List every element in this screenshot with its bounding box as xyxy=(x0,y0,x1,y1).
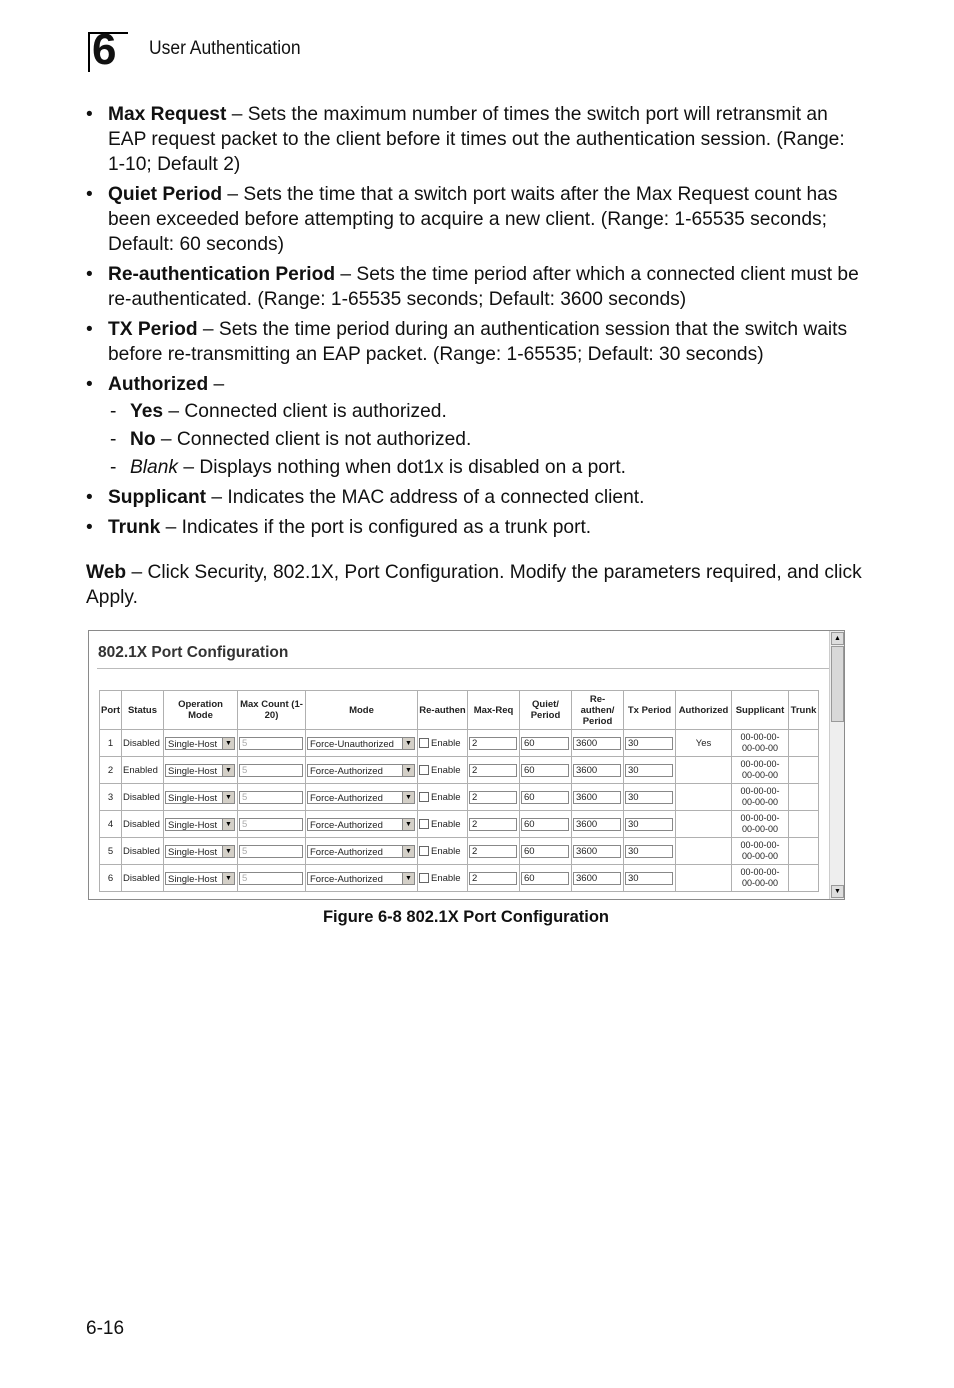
authorized-cell xyxy=(676,757,732,784)
max-req-cell xyxy=(468,811,520,838)
status-cell: Disabled xyxy=(122,811,164,838)
supplicant-cell xyxy=(732,838,789,865)
reauthen-cell xyxy=(418,811,468,838)
reauthen-cell xyxy=(418,784,468,811)
select-value: Force-Unauthorized xyxy=(310,738,394,750)
reauthen-checkbox[interactable] xyxy=(419,792,429,802)
chevron-down-icon: ▼ xyxy=(402,792,414,803)
quiet-period-input[interactable]: 60 xyxy=(521,818,569,831)
operation-mode-cell xyxy=(164,865,238,892)
checkbox-label: Enable xyxy=(431,737,461,749)
bullet-item: • Authorized – xyxy=(86,374,225,395)
chevron-down-icon: ▼ xyxy=(222,738,234,749)
select-value: Single-Host xyxy=(168,819,218,831)
reauth-period-input[interactable]: 3600 xyxy=(573,845,621,858)
port-cell: 5 xyxy=(100,838,122,865)
chevron-down-icon: ▼ xyxy=(402,765,414,776)
bullet-item: • TX Period – Sets the time period during an authentication session that the switch waits before re-transmitting an EAP packet. (Range: 1-65535; Default: 30 seconds) xyxy=(86,319,848,365)
tx-period-cell xyxy=(624,811,676,838)
tx-period-cell xyxy=(624,865,676,892)
table-row xyxy=(100,784,819,811)
checkbox-label: Enable xyxy=(431,818,461,830)
checkbox-label: Enable xyxy=(431,764,461,776)
figure-panel-title: 802.1X Port Configuration xyxy=(98,644,289,661)
supplicant-cell xyxy=(732,730,789,757)
port-cell: 2 xyxy=(100,757,122,784)
supplicant-cell xyxy=(732,757,789,784)
port-cell: 4 xyxy=(100,811,122,838)
running-header-title: User Authentication xyxy=(149,38,301,59)
select-value: Force-Authorized xyxy=(310,873,383,885)
reauthen-cell xyxy=(418,757,468,784)
supplicant-line: 00-00-00- xyxy=(740,840,780,850)
mode-select[interactable] xyxy=(307,737,415,750)
chevron-down-icon: ▼ xyxy=(402,846,414,857)
select-value: Single-Host xyxy=(168,873,218,885)
quiet-period-cell xyxy=(520,811,572,838)
table-header-row xyxy=(100,691,819,730)
col-header: Re-authen/ Period xyxy=(572,691,624,730)
title-divider xyxy=(97,668,845,669)
col-header: Re-authen xyxy=(418,691,468,730)
table-row xyxy=(100,811,819,838)
reauth-period-cell xyxy=(572,865,624,892)
status-cell: Disabled xyxy=(122,865,164,892)
max-req-cell xyxy=(468,757,520,784)
operation-mode-select[interactable] xyxy=(165,737,235,750)
status-cell: Enabled xyxy=(122,757,164,784)
table-row xyxy=(100,730,819,757)
supplicant-line: 00-00-00 xyxy=(741,797,779,807)
mode-cell xyxy=(306,757,418,784)
max-req-input[interactable]: 2 xyxy=(469,818,517,831)
supplicant-line: 00-00-00- xyxy=(740,759,780,769)
mode-select[interactable] xyxy=(307,764,415,777)
authorized-cell xyxy=(676,811,732,838)
chapter-number: 6 xyxy=(92,25,117,74)
operation-mode-cell xyxy=(164,838,238,865)
tx-period-cell xyxy=(624,838,676,865)
reauthen-cell xyxy=(418,865,468,892)
mode-select[interactable] xyxy=(307,791,415,804)
max-req-input[interactable]: 2 xyxy=(469,764,517,777)
reauthen-checkbox[interactable] xyxy=(419,873,429,883)
tx-period-cell xyxy=(624,730,676,757)
quiet-period-cell xyxy=(520,838,572,865)
max-req-input[interactable]: 2 xyxy=(469,845,517,858)
checkbox-label: Enable xyxy=(431,872,461,884)
max-req-cell xyxy=(468,784,520,811)
select-value: Single-Host xyxy=(168,846,218,858)
supplicant-line: 00-00-00 xyxy=(741,743,779,753)
max-count-cell xyxy=(238,865,306,892)
col-header: Port xyxy=(100,691,122,730)
tx-period-input[interactable]: 30 xyxy=(625,845,673,858)
bullet-item: • Supplicant – Indicates the MAC address of a connected client. xyxy=(86,487,645,508)
reauth-period-cell xyxy=(572,757,624,784)
tx-period-input[interactable]: 30 xyxy=(625,791,673,804)
reauth-period-cell xyxy=(572,784,624,811)
max-count-input[interactable]: 5 xyxy=(239,791,303,804)
supplicant-cell xyxy=(732,811,789,838)
operation-mode-cell xyxy=(164,784,238,811)
trunk-cell xyxy=(789,784,819,811)
operation-mode-select[interactable] xyxy=(165,791,235,804)
max-count-input[interactable]: 5 xyxy=(239,737,303,750)
trunk-cell xyxy=(789,730,819,757)
col-header: Operation Mode xyxy=(164,691,238,730)
authorized-cell xyxy=(676,865,732,892)
quiet-period-input[interactable]: 60 xyxy=(521,764,569,777)
chevron-down-icon: ▼ xyxy=(222,873,234,884)
max-count-input[interactable]: 5 xyxy=(239,872,303,885)
tx-period-cell xyxy=(624,757,676,784)
quiet-period-cell xyxy=(520,730,572,757)
reauth-period-input[interactable]: 3600 xyxy=(573,791,621,804)
scroll-thumb[interactable] xyxy=(831,646,844,722)
body-content xyxy=(86,102,866,610)
bullet-item: • Quiet Period – Sets the time that a switch port waits after the Max Request count has been exceeded before attempting to acquire a new client. (Range: 1-65535 seconds; Default: 60 seconds) xyxy=(86,184,838,255)
quiet-period-input[interactable]: 60 xyxy=(521,737,569,750)
reauthen-cell xyxy=(418,838,468,865)
tx-period-input[interactable]: 30 xyxy=(625,818,673,831)
col-header: Trunk xyxy=(789,691,819,730)
mode-cell xyxy=(306,784,418,811)
supplicant-line: 00-00-00- xyxy=(740,813,780,823)
port-cell: 6 xyxy=(100,865,122,892)
figure-caption: Figure 6-8 802.1X Port Configuration xyxy=(322,908,610,926)
max-count-input[interactable]: 5 xyxy=(239,818,303,831)
tx-period-input[interactable]: 30 xyxy=(625,764,673,777)
col-header: Mode xyxy=(306,691,418,730)
quiet-period-input[interactable]: 60 xyxy=(521,872,569,885)
max-req-cell xyxy=(468,865,520,892)
operation-mode-cell xyxy=(164,757,238,784)
checkbox-label: Enable xyxy=(431,845,461,857)
supplicant-cell xyxy=(732,784,789,811)
vertical-scrollbar[interactable] xyxy=(829,631,844,899)
select-value: Force-Authorized xyxy=(310,792,383,804)
select-value: Force-Authorized xyxy=(310,819,383,831)
supplicant-line: 00-00-00- xyxy=(740,732,780,742)
quiet-period-input[interactable]: 60 xyxy=(521,791,569,804)
reauth-period-input[interactable]: 3600 xyxy=(573,764,621,777)
port-config-table xyxy=(99,690,819,892)
reauthen-checkbox[interactable] xyxy=(419,846,429,856)
operation-mode-cell xyxy=(164,811,238,838)
quiet-period-cell xyxy=(520,865,572,892)
supplicant-line: 00-00-00 xyxy=(741,770,779,780)
chevron-down-icon: ▼ xyxy=(402,738,414,749)
select-value: Single-Host xyxy=(168,792,218,804)
mode-select[interactable] xyxy=(307,845,415,858)
tx-period-input[interactable]: 30 xyxy=(625,737,673,750)
scroll-down-icon[interactable]: ▼ xyxy=(831,885,844,898)
quiet-period-cell xyxy=(520,784,572,811)
select-value: Force-Authorized xyxy=(310,846,383,858)
operation-mode-select[interactable] xyxy=(165,845,235,858)
max-req-input[interactable]: 2 xyxy=(469,737,517,750)
table-row xyxy=(100,757,819,784)
sub-bullet-item: - Yes – Connected client is authorized. xyxy=(110,401,447,422)
operation-mode-select[interactable] xyxy=(165,872,235,885)
max-count-cell xyxy=(238,838,306,865)
reauth-period-input[interactable]: 3600 xyxy=(573,737,621,750)
authorized-cell xyxy=(676,784,732,811)
reauthen-checkbox[interactable] xyxy=(419,765,429,775)
max-req-cell xyxy=(468,730,520,757)
reauth-period-input[interactable]: 3600 xyxy=(573,818,621,831)
scroll-up-icon[interactable]: ▲ xyxy=(831,632,844,645)
port-cell: 3 xyxy=(100,784,122,811)
chevron-down-icon: ▼ xyxy=(222,846,234,857)
trunk-cell xyxy=(789,865,819,892)
chevron-down-icon: ▼ xyxy=(402,873,414,884)
max-req-input[interactable]: 2 xyxy=(469,791,517,804)
col-header: Quiet/ Period xyxy=(520,691,572,730)
mode-select[interactable] xyxy=(307,872,415,885)
trunk-cell xyxy=(789,838,819,865)
sub-bullet-item: - Blank – Displays nothing when dot1x is disabled on a port. xyxy=(110,457,626,478)
mode-cell xyxy=(306,730,418,757)
status-cell: Disabled xyxy=(122,838,164,865)
port-cell: 1 xyxy=(100,730,122,757)
supplicant-line: 00-00-00 xyxy=(741,824,779,834)
max-count-input[interactable]: 5 xyxy=(239,845,303,858)
col-header: Max Count (1-20) xyxy=(238,691,306,730)
supplicant-line: 00-00-00 xyxy=(741,851,779,861)
supplicant-line: 00-00-00 xyxy=(741,878,779,888)
col-header: Status xyxy=(122,691,164,730)
reauthen-checkbox[interactable] xyxy=(419,738,429,748)
supplicant-cell xyxy=(732,865,789,892)
status-cell: Disabled xyxy=(122,730,164,757)
col-header: Supplicant xyxy=(732,691,789,730)
select-value: Force-Authorized xyxy=(310,765,383,777)
bullet-item: • Max Request – Sets the maximum number of times the switch port will retransmit an EAP request packet to the client before it times out the authentication session. (Range: 1-10; Default 2) xyxy=(86,104,845,175)
mode-cell xyxy=(306,865,418,892)
tx-period-cell xyxy=(624,784,676,811)
select-value: Single-Host xyxy=(168,765,218,777)
max-count-cell xyxy=(238,811,306,838)
select-value: Single-Host xyxy=(168,738,218,750)
sub-bullet-item: - No – Connected client is not authorized. xyxy=(110,429,472,450)
max-count-cell xyxy=(238,757,306,784)
reauth-period-cell xyxy=(572,838,624,865)
reauth-period-cell xyxy=(572,730,624,757)
table-row xyxy=(100,865,819,892)
bullet-item: • Trunk – Indicates if the port is configured as a trunk port. xyxy=(86,517,592,538)
reauth-period-cell xyxy=(572,811,624,838)
col-header: Authorized xyxy=(676,691,732,730)
authorized-cell xyxy=(676,838,732,865)
reauthen-checkbox[interactable] xyxy=(419,819,429,829)
trunk-cell xyxy=(789,811,819,838)
page-number: 6-16 xyxy=(86,1318,125,1339)
quiet-period-cell xyxy=(520,757,572,784)
chevron-down-icon: ▼ xyxy=(222,792,234,803)
checkbox-label: Enable xyxy=(431,791,461,803)
status-cell: Disabled xyxy=(122,784,164,811)
col-header: Max-Req xyxy=(468,691,520,730)
supplicant-line: 00-00-00- xyxy=(740,786,780,796)
chevron-down-icon: ▼ xyxy=(402,819,414,830)
reauth-period-input[interactable]: 3600 xyxy=(573,872,621,885)
port-config-screenshot xyxy=(88,630,845,900)
operation-mode-cell xyxy=(164,730,238,757)
max-count-cell xyxy=(238,730,306,757)
chevron-down-icon: ▼ xyxy=(222,765,234,776)
supplicant-line: 00-00-00- xyxy=(740,867,780,877)
max-count-input[interactable]: 5 xyxy=(239,764,303,777)
mode-cell xyxy=(306,838,418,865)
tx-period-input[interactable]: 30 xyxy=(625,872,673,885)
max-req-input[interactable]: 2 xyxy=(469,872,517,885)
mode-select[interactable] xyxy=(307,818,415,831)
bullet-item: • Re-authentication Period – Sets the time period after which a connected client must be re-authenticated. (Range: 1-65535 seconds; Default: 3600 seconds) xyxy=(86,264,859,310)
max-count-cell xyxy=(238,784,306,811)
operation-mode-select[interactable] xyxy=(165,818,235,831)
chevron-down-icon: ▼ xyxy=(222,819,234,830)
mode-cell xyxy=(306,811,418,838)
table-row xyxy=(100,838,819,865)
web-instructions: Web – Click Security, 802.1X, Port Configuration. Modify the parameters required, and click Apply. xyxy=(86,562,862,608)
quiet-period-input[interactable]: 60 xyxy=(521,845,569,858)
max-req-cell xyxy=(468,838,520,865)
trunk-cell xyxy=(789,757,819,784)
reauthen-cell xyxy=(418,730,468,757)
operation-mode-select[interactable] xyxy=(165,764,235,777)
authorized-cell: Yes xyxy=(676,730,732,757)
col-header: Tx Period xyxy=(624,691,676,730)
